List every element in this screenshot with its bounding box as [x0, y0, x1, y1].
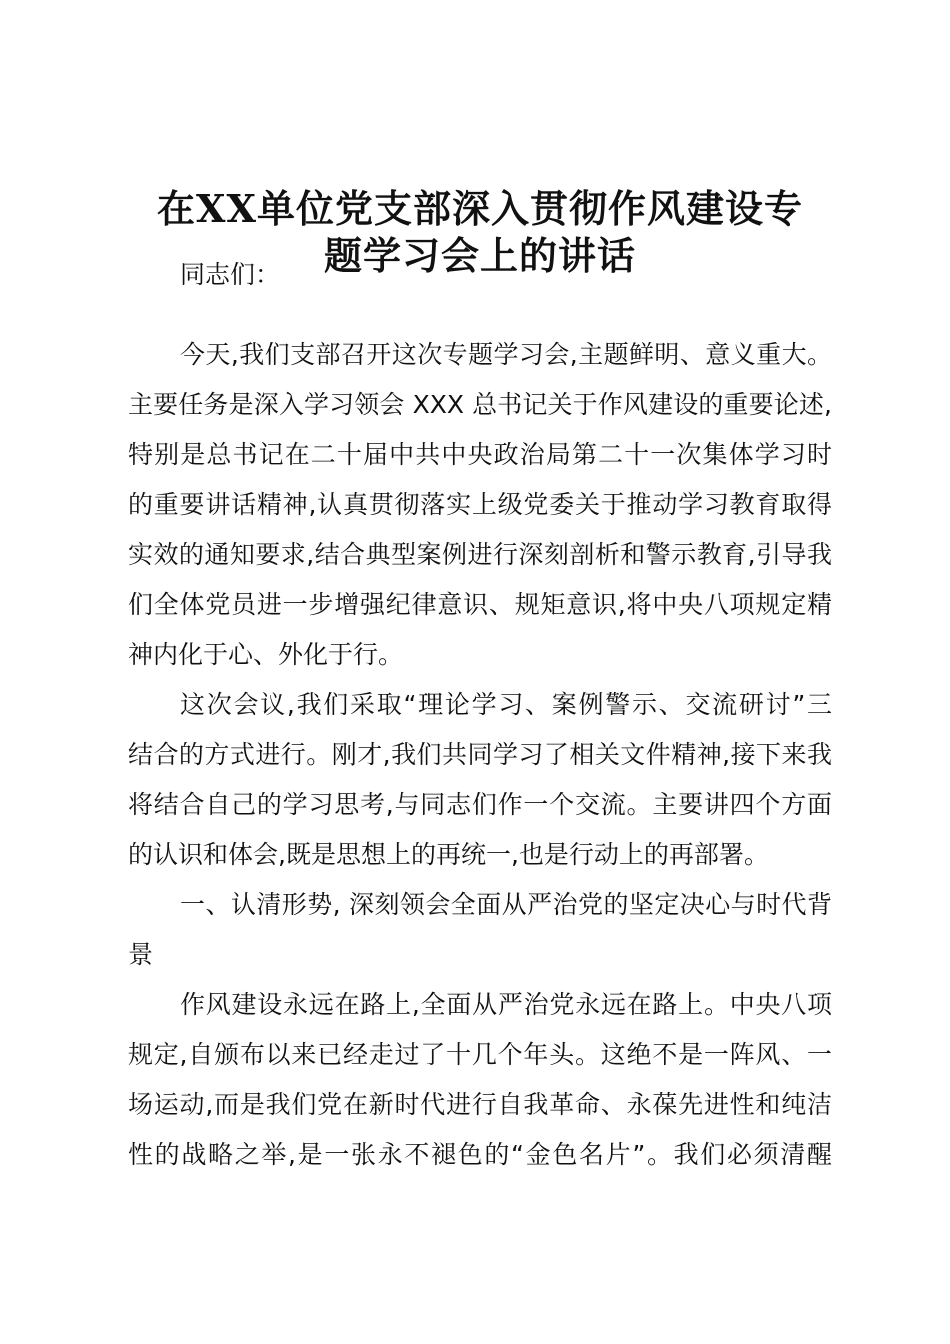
text-line: 实效的通知要求,结合典型案例进行深刻剖析和警示教育,引导我 [128, 540, 832, 569]
document-title-line-2: 题学习会上的讲话 [323, 233, 636, 278]
text-line: 特别是总书记在二十届中共中央政治局第二十一次集体学习时 [128, 440, 832, 469]
text-line: 场运动,而是我们党在新时代进行自我革命、永葆先进性和纯洁 [128, 1090, 832, 1119]
text-line: 一、认清形势, 深刻领会全面从严治党的坚定决心与时代背 [180, 890, 832, 919]
text-line: 结合的方式进行。刚才,我们共同学习了相关文件精神,接下来我 [128, 740, 832, 769]
salutation: 同志们： [180, 260, 281, 289]
document-title-line-1: 在XX单位党支部深入贯彻作风建设专 [157, 186, 803, 231]
text-line: 性的战略之举,是一张永不褪色的“金色名片”。我们必须清醒 [128, 1140, 832, 1169]
text-line: 们全体党员进一步增强纪律意识、规矩意识,将中央八项规定精 [128, 590, 832, 619]
text-line: 的认识和体会,既是思想上的再统一,也是行动上的再部署。 [128, 840, 769, 869]
text-line: 的重要讲话精神,认真贯彻落实上级党委关于推动学习教育取得 [128, 490, 832, 519]
text-line: 景 [128, 940, 154, 969]
text-line: 神内化于心、外化于行。 [128, 640, 404, 669]
text-line: 主要任务是深入学习领会 XXX 总书记关于作风建设的重要论述, [128, 390, 832, 419]
text-line: 这次会议,我们采取“理论学习、案例警示、交流研讨”三 [180, 690, 832, 719]
text-line: 规定,自颁布以来已经走过了十几个年头。这绝不是一阵风、一 [128, 1040, 832, 1069]
text-line: 今天,我们支部召开这次专题学习会,主题鲜明、意义重大。 [180, 340, 832, 369]
text-line: 作风建设永远在路上,全面从严治党永远在路上。中央八项 [180, 990, 832, 1019]
text-line: 将结合自己的学习思考,与同志们作一个交流。主要讲四个方面 [128, 790, 832, 819]
